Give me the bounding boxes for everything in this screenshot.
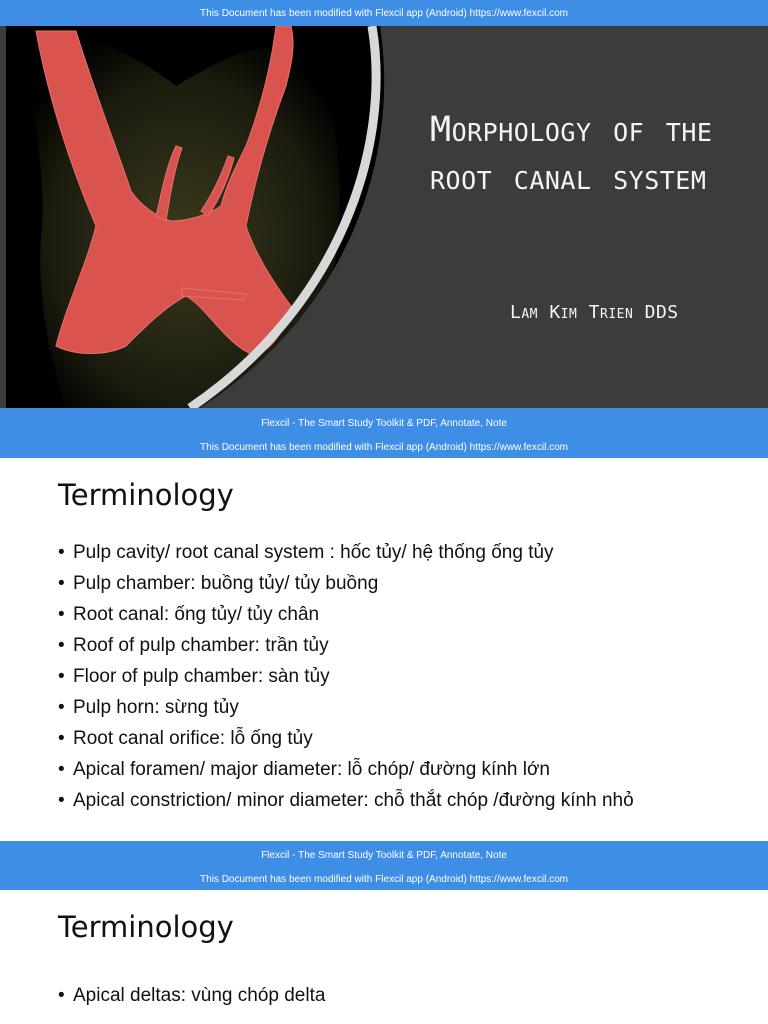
watermark-modified-notice: This Document has been modified with Flexcil app (Android) https://www.fexcil.com (200, 442, 568, 453)
decorative-curve (0, 26, 768, 408)
watermark-banner-top (0, 0, 768, 26)
slide-heading: Terminology (58, 910, 234, 944)
watermark-banner-middle (0, 408, 768, 458)
list-item: • Pulp horn: sừng tủy (58, 692, 634, 723)
list-item: • Root canal orifice: lỗ ống tủy (58, 723, 634, 754)
list-item: • Pulp cavity/ root canal system : hốc tủy/ hệ thống ống tủy (58, 537, 634, 568)
watermark-banner-bottom (0, 841, 768, 890)
terminology-list (58, 537, 634, 816)
list-item: • Apical deltas: vùng chóp delta (58, 980, 325, 1011)
list-item: • Floor of pulp chamber: sàn tủy (58, 661, 634, 692)
list-item: • Roof of pulp chamber: trần tủy (58, 630, 634, 661)
watermark-modified-notice: This Document has been modified with Flexcil app (Android) https://www.fexcil.com (200, 874, 568, 885)
slide-title: Morphology of the root canal system (430, 110, 713, 198)
list-item: • Root canal: ống tủy/ tủy chân (58, 599, 634, 630)
terminology-list (58, 980, 325, 1011)
watermark-footer-notice: Flexcil - The Smart Study Toolkit & PDF, Annotate, Note (261, 850, 507, 861)
slide-author: Lam Kim Trien DDS (510, 302, 679, 323)
slide-heading: Terminology (58, 478, 234, 512)
list-item: • Apical foramen/ major diameter: lỗ chóp/ đường kính lớn (58, 754, 634, 785)
list-item: • Pulp chamber: buồng tủy/ tủy buồng (58, 568, 634, 599)
watermark-footer-notice: Flexcil - The Smart Study Toolkit & PDF, Annotate, Note (261, 418, 507, 429)
list-item: • Apical constriction/ minor diameter: chỗ thắt chóp /đường kính nhỏ (58, 785, 634, 816)
title-slide (0, 26, 768, 408)
watermark-modified-notice: This Document has been modified with Flexcil app (Android) https://www.fexcil.com (200, 8, 568, 19)
